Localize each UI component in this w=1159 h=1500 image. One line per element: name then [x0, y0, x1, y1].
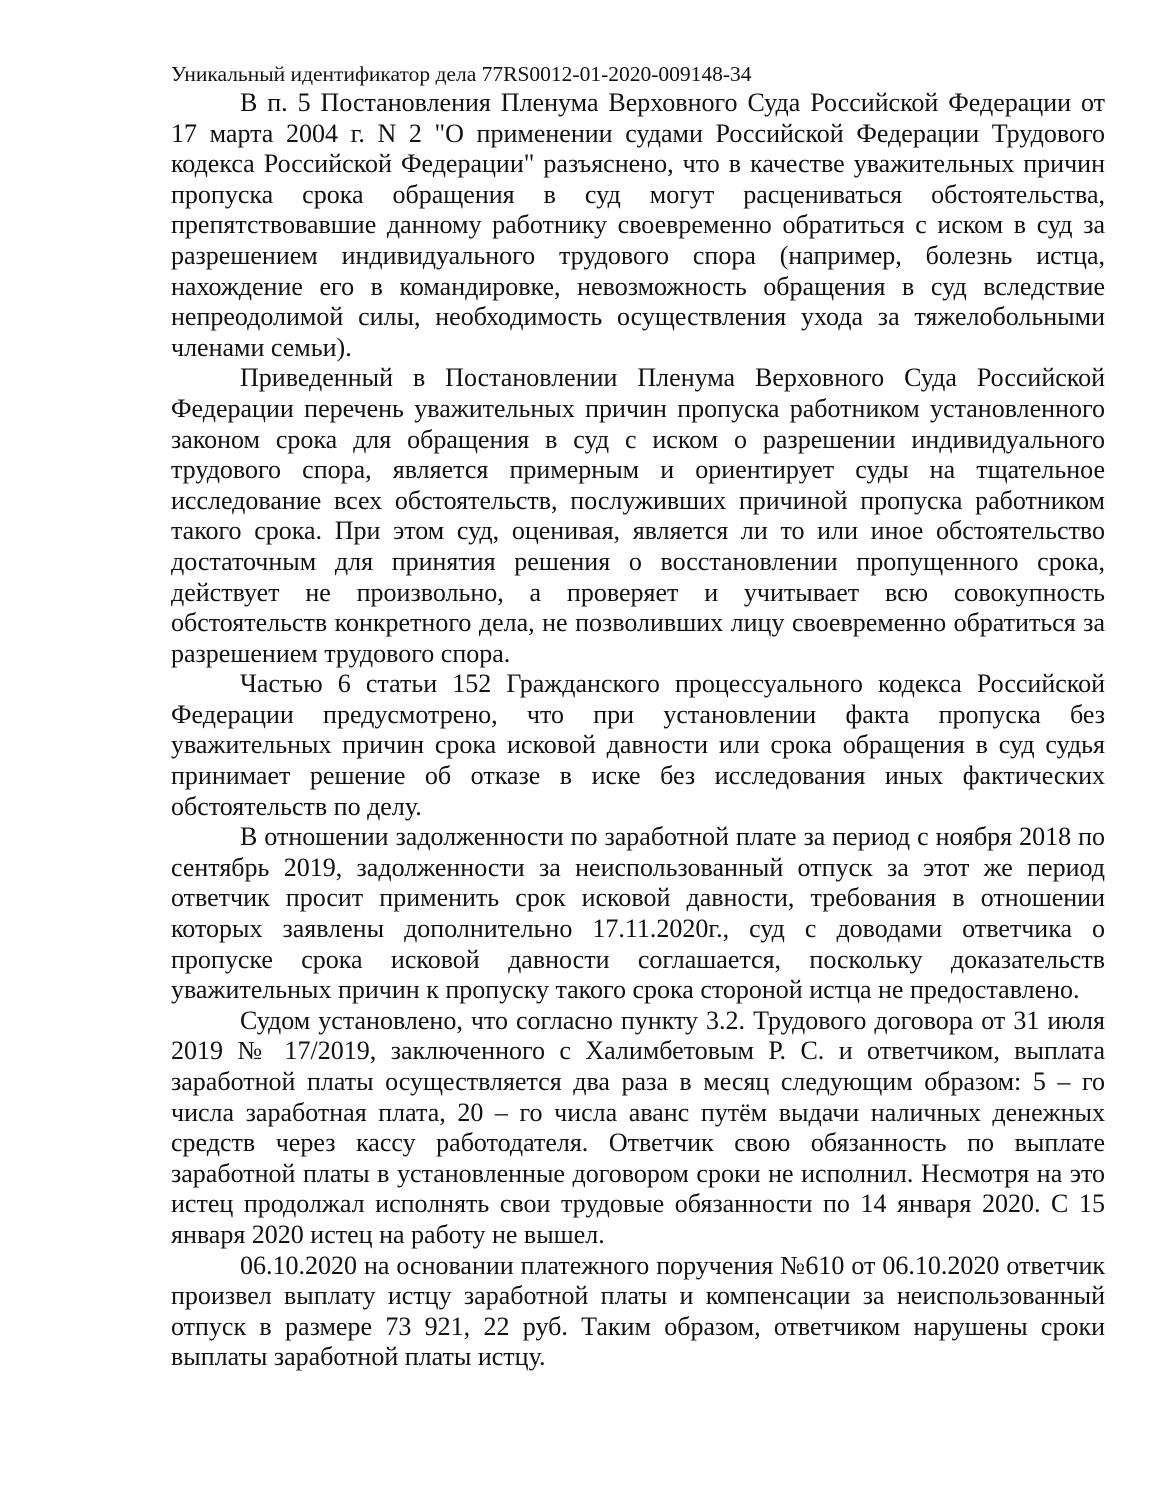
case-identifier: Уникальный идентификатор дела 77RS0012-01-2020-009148-34 — [171, 62, 752, 86]
paragraph-valid-reasons-list: Приведенный в Постановлении Пленума Верховного Суда Российской Федерации перечень уважительных причин пропуска работником установленного законом срока для обращения в суд с иском о разрешении индивидуального трудового спора, является примерным и ориентирует суды на тщательное исследование всех обстоятельств, послуживших причиной пропуска работником такого срока. При этом суд, оценивая, является ли то или иное обстоятельство достаточным для принятия решения о восстановлении пропущенного срока, действует не произвольно, а проверяет и учитывает всю совокупность обстоятельств конкретного дела, не позволивших лицу своевременно обратиться за разрешением трудового спора. — [171, 363, 1105, 668]
paragraph-employment-contract: Судом установлено, что согласно пункту 3.2. Трудового договора от 31 июля 2019 № 17/2019, заключенного с Халимбетовым Р. С. и ответчиком, выплата заработной платы осуществляется два раза в месяц следующим образом: 5 – го числа заработная плата, 20 – го числа аванс путём выдачи наличных денежных средств через кассу работодателя. Ответчик свою обязанность по выплате заработной платы в установленные договором сроки не исполнил. Несмотря на это истец продолжал исполнять свои трудовые обязанности по 14 января 2020. С 15 января 2020 истец на работу не вышел. — [171, 1005, 1105, 1249]
paragraph-civil-procedure-code: Частью 6 статьи 152 Гражданского процессуального кодекса Российской Федерации предусмотрено, что при установлении факта пропуска без уважительных причин срока исковой давности или срока обращения в суд судья принимает решение об отказе в иске без исследования иных фактических обстоятельств по делу. — [171, 669, 1105, 821]
paragraph-limitation-period: В отношении задолженности по заработной плате за период с ноября 2018 по сентябрь 2019, задолженности за неиспользованный отпуск за этот же период ответчик просит применить срок исковой давности, требования в отношении которых заявлены дополнительно 17.11.2020г., суд с доводами ответчика о пропуске срока исковой давности соглашается, поскольку доказательств уважительных причин к пропуску такого срока стороной истца не предоставлено. — [171, 822, 1105, 1005]
document-page — [171, 60, 1105, 1373]
paragraph-payment-order: 06.10.2020 на основании платежного поручения №610 от 06.10.2020 ответчик произвел выплату истцу заработной платы и компенсации за неиспользованный отпуск в размере 73 921, 22 руб. Таким образом, ответчиком нарушены сроки выплаты заработной платы истцу. — [171, 1250, 1105, 1372]
paragraph-plenum-clarification: В п. 5 Постановления Пленума Верховного Суда Российской Федерации от 17 марта 2004 г. N 2 "О применении судами Российской Федерации Трудового кодекса Российской Федерации" разъяснено, что в качестве уважительных причин пропуска срока обращения в суд могут расцениваться обстоятельства, препятствовавшие данному работнику своевременно обратиться с иском в суд за разрешением индивидуального трудового спора (например, болезнь истца, нахождение его в командировке, невозможность обращения в суд вследствие непреодолимой силы, необходимость осуществления ухода за тяжелобольными членами семьи). — [171, 88, 1105, 362]
